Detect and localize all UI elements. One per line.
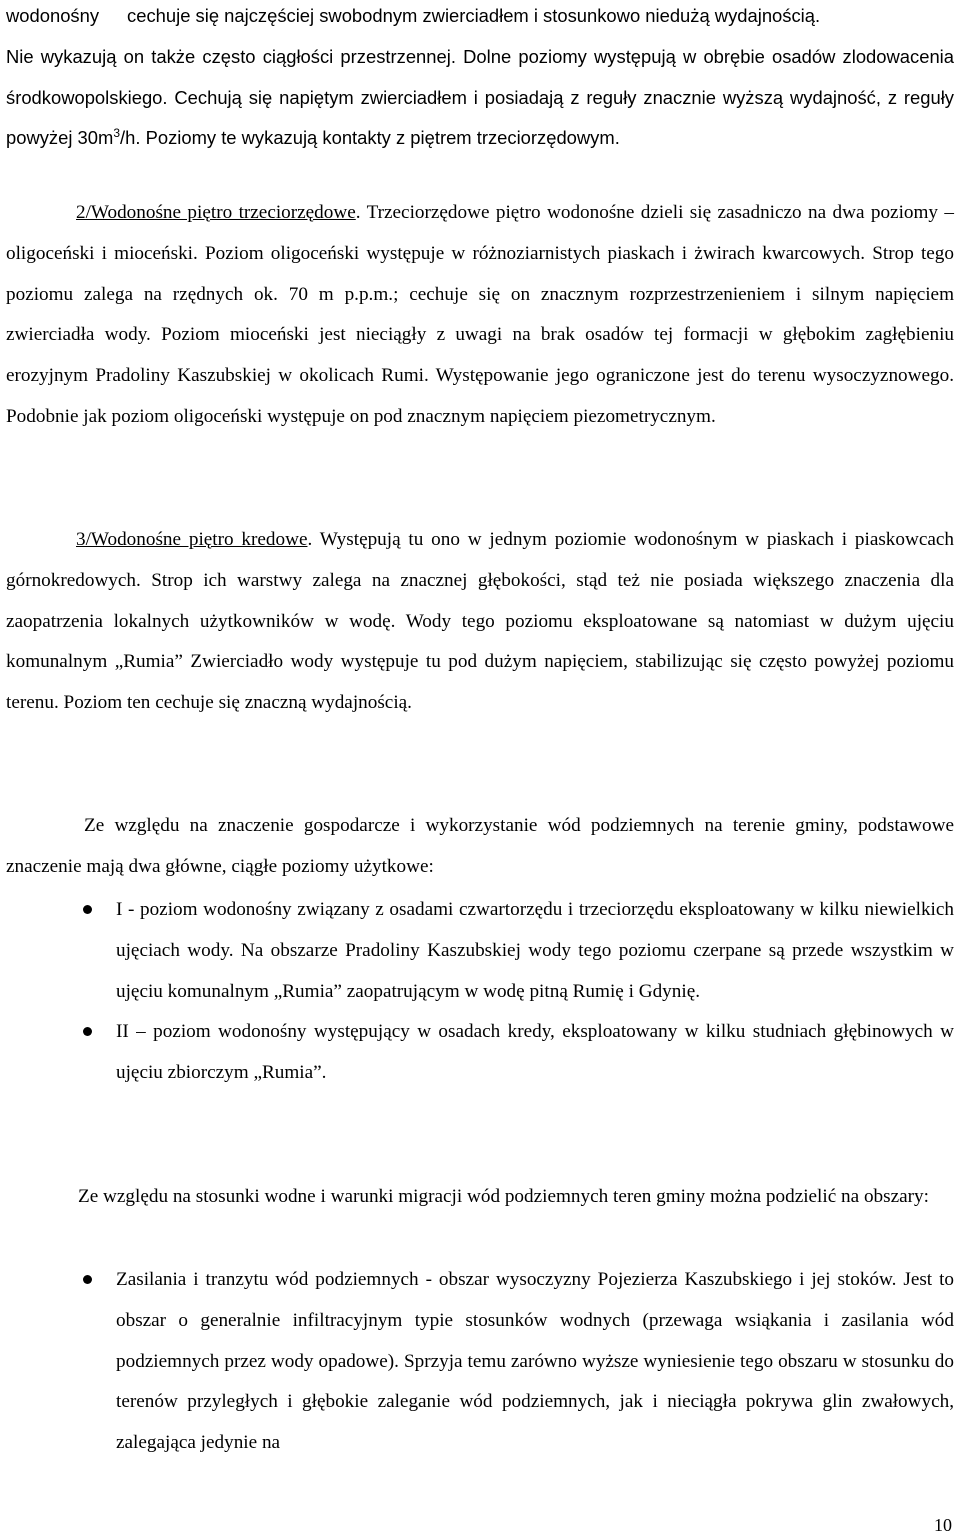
section-heading: 3/Wodonośne piętro kredowe — [76, 529, 308, 550]
paragraph-aquifer-quaternary — [6, 0, 954, 159]
superscript: 3 — [113, 126, 121, 141]
bullet-icon — [83, 1275, 92, 1284]
list-item — [6, 890, 954, 1012]
list-item — [6, 1260, 954, 1464]
section-heading: 2/Wodonośne piętro trzeciorzędowe — [76, 202, 356, 223]
text-fragment: wodonośny — [6, 5, 100, 26]
text-fragment: cechuje się najczęściej swobodnym zwierciadłem i stosunkowo niedużą wydajnością. — [127, 5, 821, 26]
paragraph-first-line — [6, 0, 954, 37]
bullet-icon — [83, 1027, 92, 1036]
page-number: 10 — [934, 1515, 952, 1535]
bullet-list-areas — [6, 1260, 954, 1464]
paragraph-cretaceous-aquifer — [6, 520, 954, 724]
paragraph-text: . Występują tu ono w jednym poziomie wodonośnym w piaskach i piaskowcach górnokredowych. Strop ich warstwy zalega na znacznej głębokości, stąd też nie posiada większego znaczenia dla zaopatrzenia lokalnych użytkowników w wodę. Wody tego poziomu eksploatowane są natomiast w dużym ujęciu komunalnym „Rumia” Zwierciadło wody występuje tu pod dużym napięciem, stabilizując się często powyżej poziomu terenu. Poziom ten cechuje się znaczną wydajnością. — [6, 529, 954, 714]
list-item-text: Zasilania i tranzytu wód podziemnych - obszar wysoczyzny Pojezierza Kaszubskiego i jej stoków. Jest to obszar o generalnie infiltracyjnym typie stosunków wodnych (przewaga wsiąkania i zasilania wód podziemnych przez wody opadowe). Sprzyja temu zarówno wyższe wyniesienie tego obszaru w stosunku do terenów przyległych i głębokie zaleganie wód podziemnych, jak i nieciągła pokrywa glin zwałowych, zalegająca jedynie na — [116, 1269, 954, 1454]
paragraph-text: . Trzeciorzędowe piętro wodonośne dzieli się zasadniczo na dwa poziomy – oligoceński i mioceński. Poziom oligoceński występuje w różnoziarnistych piaskach i żwirach kwarcowych. Strop tego poziomu zalega na rzędnych ok. 70 m p.p.m.; cechuje się on znacznym rozprzestrzenieniem i silnym napięciem zwierciadła wody. Poziom mioceński jest nieciągły z uwagi na brak osadów tej formacji w głębokim zagłębieniu erozyjnym Pradoliny Kaszubskiej w okolicach Rumi. Występowanie jego ograniczone jest do terenu wysoczyznowego. Podobnie jak poziom oligoceński występuje on pod znacznym napięciem piezometrycznym. — [6, 202, 954, 427]
paragraph-areas: Ze względu na stosunki wodne i warunki migracji wód podziemnych teren gminy można podzielić na obszary: — [78, 1186, 929, 1207]
paragraph-usable-levels: Ze względu na znaczenie gospodarcze i wykorzystanie wód podziemnych na terenie gminy, podstawowe znaczenie mają dwa główne, ciągłe poziomy użytkowe: — [6, 815, 954, 877]
text-fragment: /h. Poziomy te wykazują kontakty z piętrem trzeciorzędowym. — [120, 127, 620, 149]
list-item-text: I - poziom wodonośny związany z osadami czwartorzędu i trzeciorzędu eksploatowany w kilku niewielkich ujęciach wody. Na obszarze Pradoliny Kaszubskiej wody tego poziomu czerpane są przede wszystkim w ujęciu komunalnym „Rumia” zaopatrującym w wodę pitną Rumię i Gdynię. — [116, 899, 954, 1002]
text-fragment: Nie wykazują on także często ciągłości przestrzennej. Dolne poziomy występują w obrębie osadów zlodowacenia środkowopolskiego. Cechują się napiętym zwierciadłem i posiadają z reguły znacznie wyższą wydajność, z reguły powyżej 30m — [6, 45, 954, 149]
paragraph-body — [6, 37, 954, 159]
list-item-text: II – poziom wodonośny występujący w osadach kredy, eksploatowany w kilku studniach głębinowych w ujęciu zbiorczym „Rumia”. — [116, 1021, 954, 1084]
bullet-icon — [83, 905, 92, 914]
paragraph-tertiary-aquifer — [6, 193, 954, 438]
list-item — [6, 1012, 954, 1094]
bullet-list-levels — [6, 890, 954, 1094]
